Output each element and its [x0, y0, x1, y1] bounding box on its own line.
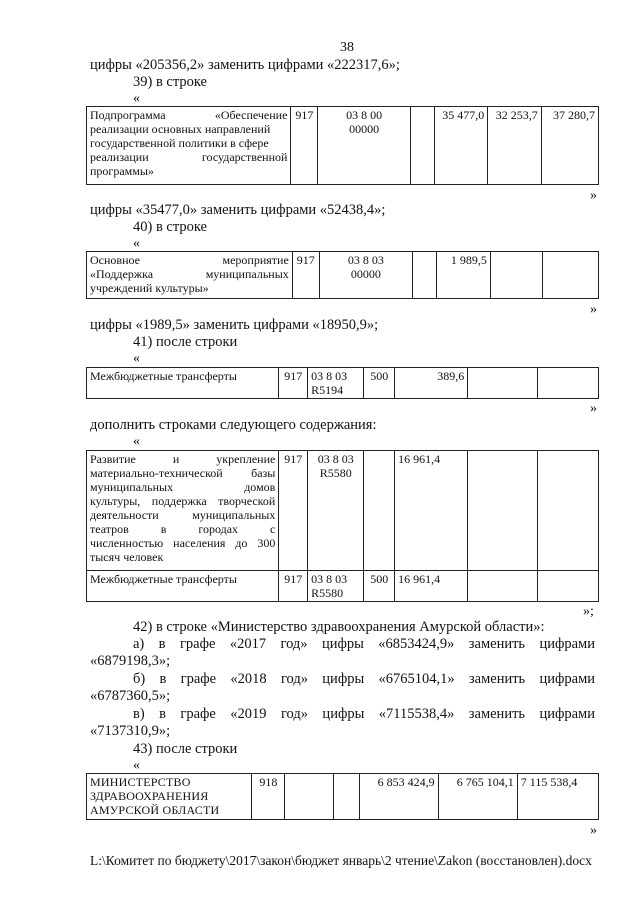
vr-cell: 500	[364, 571, 395, 602]
csr-line: 00000	[350, 267, 381, 281]
table-row	[87, 774, 599, 820]
name-line: реализации государственной	[90, 150, 288, 164]
vr-cell: 500	[364, 368, 395, 399]
name-line: реализации основных направлений	[90, 122, 271, 136]
vr-cell	[364, 451, 395, 571]
name-line: Развитие и укрепление	[90, 452, 276, 466]
csr-cell	[319, 252, 412, 299]
name-line: учреждений культуры»	[90, 281, 209, 295]
paragraph: дополнить строками следующего содержания:	[90, 417, 377, 433]
value-2019-cell: 37 280,7	[541, 107, 598, 185]
value-2017-cell: 6 853 424,9	[359, 774, 438, 820]
close-quote: »	[590, 823, 597, 838]
code-cell: 918	[252, 774, 285, 820]
paragraph: б) в графе «2018 год» цифры «6765104,1» заменить цифрами	[133, 671, 595, 687]
name-line: культуры, поддержка творческой	[90, 494, 276, 508]
code-cell: 917	[279, 451, 308, 571]
csr-cell	[308, 451, 364, 571]
close-quote: »;	[583, 604, 594, 619]
page-number: 38	[340, 40, 354, 55]
name-line: государственной политики в сфере	[90, 136, 269, 150]
name-line: программы»	[90, 164, 154, 178]
table-row	[87, 368, 599, 399]
table-row	[87, 451, 599, 571]
name-line: тысяч человек	[90, 550, 164, 564]
csr-line: 03 8 03	[347, 253, 384, 267]
open-quote: «	[133, 351, 140, 366]
value-2018-cell	[468, 571, 538, 602]
budget-table-2	[86, 251, 599, 299]
name-cell: Межбюджетные трансферты	[87, 368, 279, 399]
value-2018-cell	[468, 368, 538, 399]
value-2018-cell: 32 253,7	[488, 107, 542, 185]
name-line: ЗДРАВООХРАНЕНИЯ	[90, 789, 209, 803]
value-2017-cell: 16 961,4	[395, 571, 468, 602]
table-row	[87, 571, 599, 602]
budget-table-1	[86, 106, 599, 185]
name-cell	[87, 774, 252, 820]
value-2017-cell: 389,6	[395, 368, 468, 399]
paragraph: «7137310,9»;	[90, 723, 171, 739]
value-2019-cell	[543, 252, 599, 299]
item-heading: 40) в строке	[133, 219, 207, 235]
csr-line: R5580	[311, 586, 344, 600]
paragraph: «6787360,5»;	[90, 688, 171, 704]
close-quote: »	[590, 302, 597, 317]
name-line: МИНИСТЕРСТВО	[90, 775, 191, 789]
paragraph: а) в графе «2017 год» цифры «6853424,9» заменить цифрами	[133, 636, 595, 652]
name-line: АМУРСКОЙ ОБЛАСТИ	[90, 803, 220, 817]
code-cell: 917	[291, 107, 318, 185]
code-cell: 917	[279, 368, 308, 399]
paragraph: в) в графе «2019 год» цифры «7115538,4» заменить цифрами	[133, 706, 595, 722]
value-2019-cell: 7 115 538,4	[517, 774, 598, 820]
footer-file-path: L:\Комитет по бюджету\2017\закон\бюджет январь\2 чтение\Zakon (восстановлен).docx	[90, 853, 592, 868]
paragraph: «6879198,3»;	[90, 653, 171, 669]
close-quote: »	[590, 401, 597, 416]
name-line: численностью населения до 300	[90, 536, 276, 550]
value-2019-cell	[538, 571, 599, 602]
name-line: «Поддержка муниципальных	[90, 267, 289, 281]
csr-line: 03 8 00	[346, 108, 383, 122]
csr-line: R5194	[311, 383, 344, 397]
table-row	[87, 252, 599, 299]
csr-line: 00000	[349, 122, 380, 136]
csr-cell	[285, 774, 334, 820]
vr-cell	[413, 252, 437, 299]
code-cell: 917	[292, 252, 319, 299]
open-quote: «	[133, 91, 140, 106]
value-2018-cell	[468, 451, 538, 571]
name-line: театров в городах с	[90, 522, 276, 536]
item-heading: 42) в строке «Министерство здравоохранения Амурской области»:	[133, 619, 545, 635]
csr-cell	[308, 368, 364, 399]
value-2017-cell: 16 961,4	[395, 451, 468, 571]
csr-line: 03 8 03	[317, 452, 354, 466]
paragraph: цифры «205356,2» заменить цифрами «222317,6»;	[90, 57, 400, 73]
name-line: материально-технической базы	[90, 466, 276, 480]
name-line: Подпрограмма «Обеспечение	[90, 108, 288, 122]
csr-line: 03 8 03	[311, 369, 348, 383]
name-cell	[87, 252, 293, 299]
value-2017-cell: 1 989,5	[437, 252, 491, 299]
budget-table-3	[86, 367, 599, 399]
value-2019-cell	[538, 368, 599, 399]
name-line: муниципальных домов	[90, 480, 276, 494]
table-row	[87, 107, 599, 185]
name-line: Основное мероприятие	[90, 253, 289, 267]
value-2018-cell: 6 765 104,1	[438, 774, 517, 820]
name-line: деятельности муниципальных	[90, 508, 276, 522]
paragraph: цифры «35477,0» заменить цифрами «52438,4»;	[90, 202, 386, 218]
paragraph: цифры «1989,5» заменить цифрами «18950,9»;	[90, 317, 379, 333]
open-quote: «	[133, 758, 140, 773]
value-2018-cell	[490, 252, 542, 299]
budget-table-5	[86, 773, 599, 820]
name-cell	[87, 107, 291, 185]
vr-cell	[334, 774, 359, 820]
item-heading: 39) в строке	[133, 74, 207, 90]
open-quote: «	[133, 236, 140, 251]
vr-cell	[411, 107, 435, 185]
close-quote: »	[590, 188, 597, 203]
budget-table-4	[86, 450, 599, 602]
open-quote: «	[133, 434, 140, 449]
value-2017-cell: 35 477,0	[434, 107, 488, 185]
csr-line: 03 8 03	[311, 572, 348, 586]
name-cell: Межбюджетные трансферты	[87, 571, 279, 602]
item-heading: 43) после строки	[133, 741, 238, 757]
csr-line: R5580	[319, 466, 352, 480]
csr-cell	[318, 107, 411, 185]
value-2019-cell	[538, 451, 599, 571]
csr-cell	[308, 571, 364, 602]
item-heading: 41) после строки	[133, 334, 238, 350]
code-cell: 917	[279, 571, 308, 602]
name-cell	[87, 451, 279, 571]
